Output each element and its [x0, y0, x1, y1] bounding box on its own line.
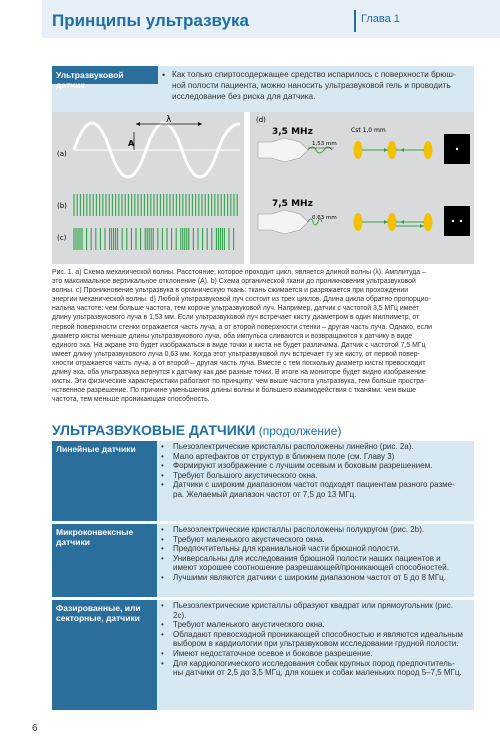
caption-line: первой поверхности стенки отражается часть луча, а от второй поверхности стенки – другая часть луча. Однако, если	[52, 323, 432, 331]
row-label: Фазированные, или секторные, датчики	[52, 600, 157, 710]
intro-bullet: •	[162, 70, 166, 80]
panel-b-label: (b)	[57, 202, 67, 210]
list-item: • Для кардиологического исследования собак крупных пород предпочтитель- ны датчики от 2,5 до 3,5 МГц, для кошек и собак маленьких пород 5–7,5 МГц.	[161, 658, 462, 678]
panel-c-label: (c)	[57, 234, 67, 242]
frequency-diagram	[250, 112, 474, 264]
caption-line: длину эха, оба ультразвука вернутся к датчику как две разные точки. В итоге на мониторе будет видно изображение	[52, 369, 426, 377]
section-title-sub: (продолжение)	[255, 424, 342, 438]
panel-a-label: (a)	[57, 150, 67, 158]
row-label: Микроконвексные датчики	[52, 524, 157, 597]
list-item: • Мало артефактов от структур в ближнем поле (см. Главу 3)	[161, 451, 395, 461]
caption-line: Рис. 1. a) Схема механической волны. Расстояние, которое проходит цикл, является длиной волны (λ). Амплитуда –	[52, 269, 426, 276]
figure-caption	[52, 268, 474, 404]
row-label: Линейные датчики	[52, 441, 157, 521]
dist-bottom-label: 0,63 mm	[312, 215, 337, 221]
list-item: • Обладают превосходной проникающей способностью и являются идеальным выбором в кардиологии при ультразвуковом исследовании грудной полости.	[161, 629, 463, 649]
row-body	[157, 600, 474, 710]
cyst-wall-icon	[354, 213, 363, 231]
page-number: 6	[32, 723, 38, 734]
caption-line: частота, тем меньше проникающая способность.	[52, 396, 210, 404]
caption-line: длину ультразвукового луча в 1,53 мм. Если ультразвуковой луч встречает кисту диаметром в один миллиметр, от	[52, 314, 420, 322]
freq-top-label: 3,5 MHz	[272, 127, 313, 137]
cyst-wall-icon	[424, 213, 433, 231]
freq-bottom-label: 7,5 MHz	[272, 199, 313, 209]
chapter-label: Глава 1	[361, 13, 400, 25]
list-item: • Требуют маленького акустического окна.	[161, 620, 325, 630]
row-body	[157, 524, 474, 597]
intro-label: Ультразвуковой датчик	[52, 66, 158, 84]
cyst-wall-icon	[354, 141, 363, 159]
list-item: • Пьезоэлектрические кристаллы расположены полукругом (рис. 2b).	[161, 525, 425, 534]
section-title	[52, 422, 341, 438]
caption-line: кисты. Эти физические характеристики работают по принципу: чем выше частота ультразвука, тем больше простра-	[52, 378, 427, 386]
amplitude-label: A	[128, 139, 135, 148]
dist-top-label: 1,53 mm	[312, 141, 337, 147]
cyst-wall-icon	[388, 141, 397, 159]
table-row	[52, 524, 474, 597]
cst-label: Cst 1,0 mm	[351, 127, 386, 134]
caption-line: хности отражается часть луча, а от второй – другая часть луча. Вместе с тем поскольку диаметр кисты превосходит	[52, 359, 426, 367]
list-item: • Предпочтительны для краниальной части брюшной полости.	[161, 544, 401, 554]
intro-line: ной полости пациента, можно наносить ультразвуковой гель и проводить	[172, 81, 451, 90]
caption-line: это максимальное вертикальное отклонение (А). b) Схема органической ткани до проникновения ультразвуковой	[52, 278, 416, 286]
table-row	[52, 441, 474, 521]
intro-line: Как только спиртосодержащее средство испарилось с поверхности брюш-	[172, 70, 456, 79]
caption-line: единого эха. На экране это будет изображаться в виде точки и киста не будет различима. Датчик с частотой 7,5 МГц	[52, 341, 426, 349]
list-item: • Требуют большого акустического окна.	[161, 470, 318, 480]
panel-d-label: (d)	[256, 116, 266, 124]
caption-line: волны. c) Проникновение ультразвука в органическую ткань: ткань сжимается и разряжается при прохождении	[52, 287, 409, 295]
caption-line: имеет длину ультразвукового луча 0,63 мм. Когда этот ультразвуковой луч встречает ту же кисту, от первой повер-	[52, 350, 420, 358]
cyst-wall-icon	[424, 141, 433, 159]
row-body	[157, 441, 474, 521]
header-divider	[354, 10, 356, 32]
caption-line: энергии механической волны. d) Любой ультразвуковой луч состоит из трех циклов. Длина цикла обратно пропорцио-	[52, 296, 431, 304]
caption-line: нственное разрешение. По причине уменьшения длины волны и большего взаимодействия с тканями: чем выше	[52, 387, 416, 395]
list-item: • Лучшими являются датчики с широким диапазоном частот от 5 до 8 МГц.	[161, 572, 446, 582]
figure-wave-panel	[52, 112, 244, 264]
list-item: • Имеют недостаточное осевое и боковое разрешение.	[161, 648, 373, 658]
caption-line: нальна частоте: чем больше частота, тем короче ультразвуковой луч. Например, датчик с частотой 3,5 МГц имеет	[52, 305, 420, 313]
lambda-label: λ	[166, 115, 172, 125]
figure-frequency-panel	[250, 112, 474, 264]
intro-line: исследование без риска для датчика.	[172, 92, 316, 101]
list-item: • Универсальны для исследования брюшной полости наших пациентов и имеют хорошее соотношение разрешающей/проникающей способностей.	[161, 553, 449, 573]
monitor-screen-bottom	[444, 206, 470, 236]
page-title: Принципы ультразвука	[52, 11, 249, 30]
list-item: • Требуют маленького акустического окна.	[161, 534, 325, 544]
list-item: • Пьезоэлектрические кристаллы расположены линейно (рис. 2a).	[161, 442, 414, 451]
intro-text	[172, 69, 470, 102]
cyst-wall-icon	[388, 213, 397, 231]
table-row	[52, 600, 474, 710]
wave-diagram	[52, 112, 244, 264]
caption-line: диаметр кисты меньше длины ультразвукового луча, оба импульса сливаются и возвращаются к датчику в виде	[52, 332, 413, 340]
list-item: • Формируют изображение с лучшим осевым и боковым разрешением.	[161, 461, 433, 471]
list-item: • Датчики с широким диапазоном частот подходят пациентам разного разме- ра. Желаемый диапазон частот от 7,5 до 13 МГц.	[161, 480, 455, 499]
list-item: • Пьезоэлектрические кристаллы образуют квадрат или прямоугольник (рис. 2c).	[161, 601, 453, 620]
section-title-main: УЛЬТРАЗВУКОВЫЕ ДАТЧИКИ	[52, 422, 256, 438]
